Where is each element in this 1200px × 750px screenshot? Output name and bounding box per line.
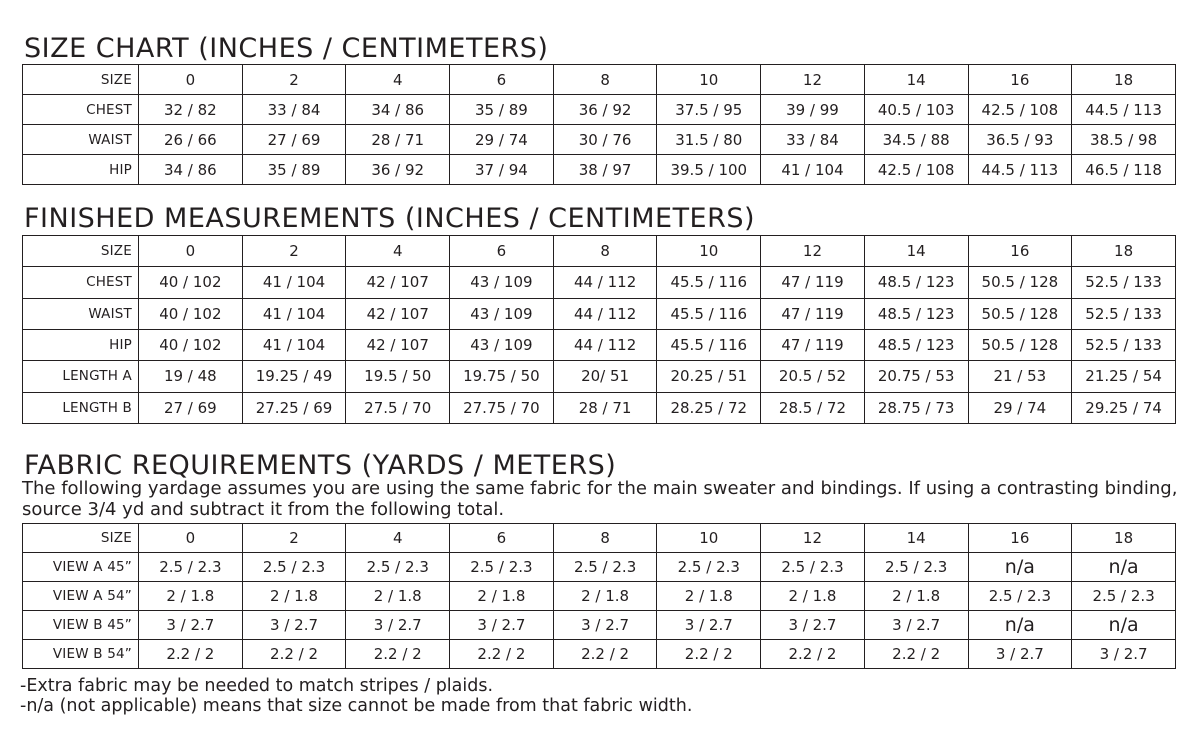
table-cell: 2.5 / 2.3 <box>1072 582 1176 611</box>
table-cell: 33 / 84 <box>761 125 865 155</box>
table-cell: 3 / 2.7 <box>346 611 450 640</box>
table-cell: 40 / 102 <box>139 267 243 298</box>
table-cell: 40 / 102 <box>139 329 243 360</box>
table-cell: 50.5 / 128 <box>968 267 1072 298</box>
table-cell: 3 / 2.7 <box>864 611 968 640</box>
size-header-cell: 4 <box>346 236 450 267</box>
table-cell: 52.5 / 133 <box>1072 298 1176 329</box>
table-cell: 2 / 1.8 <box>864 582 968 611</box>
size-header-cell: 0 <box>139 65 243 95</box>
table-cell: 2.2 / 2 <box>864 640 968 669</box>
table-cell: 19.75 / 50 <box>450 361 554 392</box>
table-cell: 42.5 / 108 <box>968 95 1072 125</box>
size-header-cell: 6 <box>450 236 554 267</box>
table-cell: 52.5 / 133 <box>1072 267 1176 298</box>
table-cell: 50.5 / 128 <box>968 298 1072 329</box>
table-cell: 2 / 1.8 <box>450 582 554 611</box>
size-header-cell: 6 <box>450 524 554 553</box>
size-header-cell: 10 <box>657 236 761 267</box>
table-cell: 28.5 / 72 <box>761 392 865 423</box>
table-cell: 36.5 / 93 <box>968 125 1072 155</box>
table-row <box>23 125 1176 155</box>
size-header-cell: 16 <box>968 236 1072 267</box>
table-cell: 48.5 / 123 <box>864 329 968 360</box>
table-cell: 47 / 119 <box>761 267 865 298</box>
row-label: LENGTH A <box>23 361 139 392</box>
table-cell: 29 / 74 <box>968 392 1072 423</box>
table-row <box>23 298 1176 329</box>
size-header-label: SIZE <box>23 236 139 267</box>
finished-measurements-title: FINISHED MEASUREMENTS (INCHES / CENTIMETERS) <box>24 203 756 234</box>
size-header-cell: 2 <box>242 236 346 267</box>
table-cell: 2.2 / 2 <box>242 640 346 669</box>
size-header-cell: 16 <box>968 524 1072 553</box>
row-label: VIEW A 45” <box>23 553 139 582</box>
table-cell: 2.2 / 2 <box>553 640 657 669</box>
table-cell: 45.5 / 116 <box>657 329 761 360</box>
table-cell: 44 / 112 <box>553 267 657 298</box>
table-cell: 2.2 / 2 <box>761 640 865 669</box>
row-label: CHEST <box>23 267 139 298</box>
table-row <box>23 95 1176 125</box>
table-cell: 31.5 / 80 <box>657 125 761 155</box>
size-header-cell: 14 <box>864 65 968 95</box>
table-cell: 19.25 / 49 <box>242 361 346 392</box>
table-cell: 44.5 / 113 <box>1072 95 1176 125</box>
size-header-cell: 4 <box>346 524 450 553</box>
table-cell: 2.2 / 2 <box>657 640 761 669</box>
table-cell: 21.25 / 54 <box>1072 361 1176 392</box>
table-cell: 35 / 89 <box>242 155 346 185</box>
table-cell: 44.5 / 113 <box>968 155 1072 185</box>
table-cell: 28.75 / 73 <box>864 392 968 423</box>
row-label: VIEW B 54” <box>23 640 139 669</box>
size-header-label: SIZE <box>23 65 139 95</box>
row-label: HIP <box>23 155 139 185</box>
table-cell: 44 / 112 <box>553 298 657 329</box>
table-cell: 34 / 86 <box>346 95 450 125</box>
fabric-notes <box>20 676 692 716</box>
table-cell: 48.5 / 123 <box>864 298 968 329</box>
table-cell: 36 / 92 <box>553 95 657 125</box>
table-cell: 28.25 / 72 <box>657 392 761 423</box>
table-cell: 2.2 / 2 <box>450 640 554 669</box>
table-cell: 20.25 / 51 <box>657 361 761 392</box>
table-row <box>23 611 1176 640</box>
table-row <box>23 392 1176 423</box>
size-header-cell: 0 <box>139 236 243 267</box>
table-cell: 3 / 2.7 <box>242 611 346 640</box>
table-row <box>23 329 1176 360</box>
table-cell: 36 / 92 <box>346 155 450 185</box>
table-cell: 20/ 51 <box>553 361 657 392</box>
table-cell: 43 / 109 <box>450 267 554 298</box>
table-cell: 42 / 107 <box>346 267 450 298</box>
table-cell: n/a <box>1072 611 1176 640</box>
table-cell: 45.5 / 116 <box>657 298 761 329</box>
table-cell: 34.5 / 88 <box>864 125 968 155</box>
row-label: CHEST <box>23 95 139 125</box>
fabric-requirements-intro: The following yardage assumes you are using the same fabric for the main sweater and bindings. If using a contrasting binding, source 3/4 yd and subtract it from the following total. <box>22 478 1178 520</box>
fabric-requirements-table <box>22 523 1176 669</box>
table-cell: 27.25 / 69 <box>242 392 346 423</box>
table-cell: 41 / 104 <box>242 298 346 329</box>
table-cell: 27.75 / 70 <box>450 392 554 423</box>
table-cell: 21 / 53 <box>968 361 1072 392</box>
table-cell: 20.5 / 52 <box>761 361 865 392</box>
table-cell: 19.5 / 50 <box>346 361 450 392</box>
table-cell: 2.5 / 2.3 <box>450 553 554 582</box>
table-cell: 2 / 1.8 <box>761 582 865 611</box>
size-header-cell: 18 <box>1072 236 1176 267</box>
table-cell: 50.5 / 128 <box>968 329 1072 360</box>
table-cell: 38 / 97 <box>553 155 657 185</box>
table-cell: 42.5 / 108 <box>864 155 968 185</box>
size-header-cell: 10 <box>657 524 761 553</box>
table-cell: 3 / 2.7 <box>450 611 554 640</box>
table-cell: 3 / 2.7 <box>761 611 865 640</box>
size-header-cell: 4 <box>346 65 450 95</box>
size-chart-title: SIZE CHART (INCHES / CENTIMETERS) <box>24 33 549 64</box>
table-cell: 27 / 69 <box>139 392 243 423</box>
table-cell: n/a <box>1072 553 1176 582</box>
table-cell: 2.5 / 2.3 <box>242 553 346 582</box>
table-cell: 27.5 / 70 <box>346 392 450 423</box>
table-cell: 2 / 1.8 <box>139 582 243 611</box>
size-header-cell: 18 <box>1072 524 1176 553</box>
table-cell: 40 / 102 <box>139 298 243 329</box>
table-cell: 35 / 89 <box>450 95 554 125</box>
table-cell: 33 / 84 <box>242 95 346 125</box>
table-cell: 2.5 / 2.3 <box>346 553 450 582</box>
table-cell: 34 / 86 <box>139 155 243 185</box>
table-cell: n/a <box>968 553 1072 582</box>
table-cell: 39 / 99 <box>761 95 865 125</box>
table-cell: 30 / 76 <box>553 125 657 155</box>
size-header-cell: 18 <box>1072 65 1176 95</box>
row-label: WAIST <box>23 125 139 155</box>
row-label: LENGTH B <box>23 392 139 423</box>
table-row <box>23 361 1176 392</box>
table-cell: 47 / 119 <box>761 298 865 329</box>
table-cell: 38.5 / 98 <box>1072 125 1176 155</box>
table-cell: 2 / 1.8 <box>657 582 761 611</box>
note-stripes: -Extra fabric may be needed to match stripes / plaids. <box>20 676 494 696</box>
size-header-cell: 12 <box>761 65 865 95</box>
table-cell: 39.5 / 100 <box>657 155 761 185</box>
table-cell: 3 / 2.7 <box>553 611 657 640</box>
table-cell: 48.5 / 123 <box>864 267 968 298</box>
size-header-cell: 14 <box>864 524 968 553</box>
table-row <box>23 553 1176 582</box>
size-header-cell: 8 <box>553 236 657 267</box>
size-header-cell: 16 <box>968 65 1072 95</box>
table-row <box>23 267 1176 298</box>
size-header-cell: 8 <box>553 524 657 553</box>
table-cell: 2 / 1.8 <box>242 582 346 611</box>
table-cell: 27 / 69 <box>242 125 346 155</box>
row-label: VIEW A 54” <box>23 582 139 611</box>
table-row <box>23 155 1176 185</box>
table-cell: 20.75 / 53 <box>864 361 968 392</box>
table-cell: 41 / 104 <box>761 155 865 185</box>
table-cell: 47 / 119 <box>761 329 865 360</box>
table-cell: 28 / 71 <box>553 392 657 423</box>
size-header-label: SIZE <box>23 524 139 553</box>
table-cell: 2.5 / 2.3 <box>553 553 657 582</box>
table-cell: 3 / 2.7 <box>968 640 1072 669</box>
table-cell: 44 / 112 <box>553 329 657 360</box>
table-cell: 41 / 104 <box>242 329 346 360</box>
table-cell: 29.25 / 74 <box>1072 392 1176 423</box>
size-header-row <box>23 236 1176 267</box>
table-cell: 2.5 / 2.3 <box>864 553 968 582</box>
row-label: WAIST <box>23 298 139 329</box>
size-header-cell: 12 <box>761 236 865 267</box>
table-cell: n/a <box>968 611 1072 640</box>
table-cell: 43 / 109 <box>450 298 554 329</box>
size-chart-table <box>22 64 1176 185</box>
size-header-cell: 10 <box>657 65 761 95</box>
table-cell: 43 / 109 <box>450 329 554 360</box>
table-cell: 2 / 1.8 <box>553 582 657 611</box>
size-header-cell: 14 <box>864 236 968 267</box>
table-cell: 42 / 107 <box>346 298 450 329</box>
size-header-row <box>23 524 1176 553</box>
table-row <box>23 640 1176 669</box>
table-cell: 2.5 / 2.3 <box>968 582 1072 611</box>
table-cell: 26 / 66 <box>139 125 243 155</box>
table-cell: 52.5 / 133 <box>1072 329 1176 360</box>
table-row <box>23 582 1176 611</box>
size-header-cell: 2 <box>242 524 346 553</box>
table-cell: 19 / 48 <box>139 361 243 392</box>
table-cell: 2.5 / 2.3 <box>657 553 761 582</box>
table-cell: 41 / 104 <box>242 267 346 298</box>
table-cell: 3 / 2.7 <box>139 611 243 640</box>
row-label: VIEW B 45” <box>23 611 139 640</box>
fabric-requirements-title: FABRIC REQUIREMENTS (YARDS / METERS) <box>24 450 617 481</box>
size-header-cell: 8 <box>553 65 657 95</box>
table-cell: 29 / 74 <box>450 125 554 155</box>
table-cell: 2.2 / 2 <box>139 640 243 669</box>
size-header-cell: 0 <box>139 524 243 553</box>
table-cell: 2.2 / 2 <box>346 640 450 669</box>
table-cell: 3 / 2.7 <box>657 611 761 640</box>
table-cell: 40.5 / 103 <box>864 95 968 125</box>
table-cell: 42 / 107 <box>346 329 450 360</box>
table-cell: 2.5 / 2.3 <box>761 553 865 582</box>
row-label: HIP <box>23 329 139 360</box>
table-cell: 45.5 / 116 <box>657 267 761 298</box>
table-cell: 2 / 1.8 <box>346 582 450 611</box>
finished-measurements-table <box>22 235 1176 424</box>
table-cell: 37.5 / 95 <box>657 95 761 125</box>
size-header-cell: 2 <box>242 65 346 95</box>
table-cell: 46.5 / 118 <box>1072 155 1176 185</box>
table-cell: 28 / 71 <box>346 125 450 155</box>
table-cell: 32 / 82 <box>139 95 243 125</box>
size-header-cell: 6 <box>450 65 554 95</box>
size-header-row <box>23 65 1176 95</box>
note-not-applicable: -n/a (not applicable) means that size cannot be made from that fabric width. <box>20 696 693 716</box>
size-header-cell: 12 <box>761 524 865 553</box>
table-cell: 2.5 / 2.3 <box>139 553 243 582</box>
table-cell: 3 / 2.7 <box>1072 640 1176 669</box>
table-cell: 37 / 94 <box>450 155 554 185</box>
